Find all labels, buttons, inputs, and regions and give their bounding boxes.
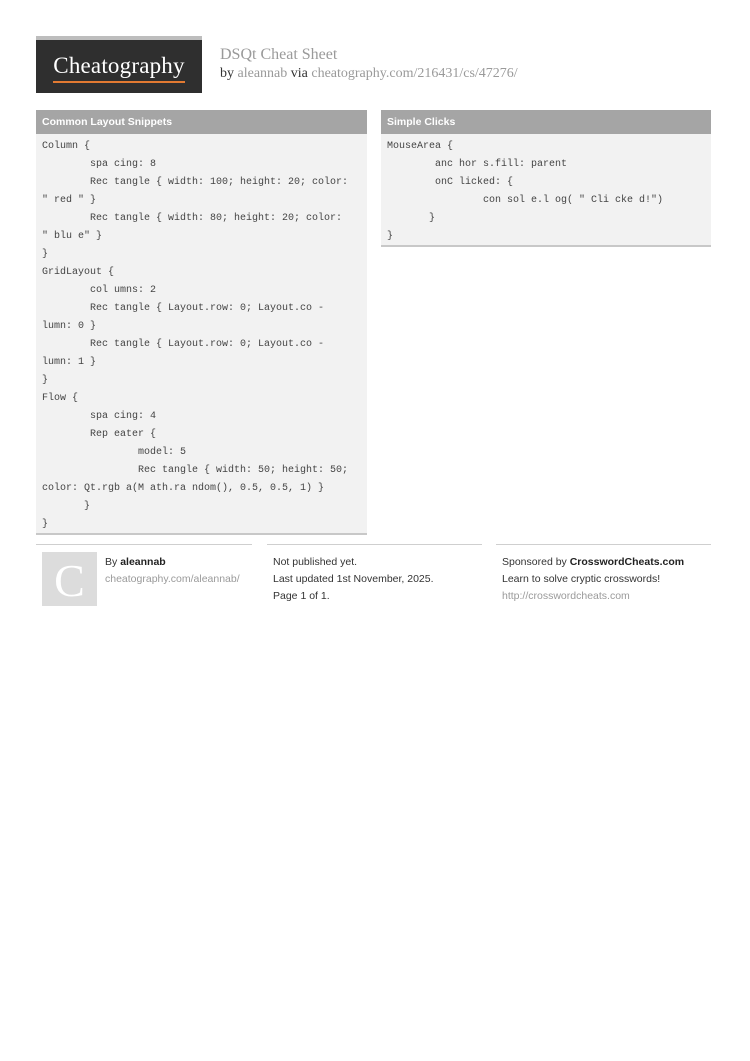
code-line: onC licked: {	[387, 177, 514, 188]
code-line: spa cing: 8	[42, 159, 157, 170]
code-line: }	[42, 249, 49, 260]
code-line: Rec tangle { Layout.row: 0; Layout.co -	[42, 339, 325, 350]
code-line: MouseArea {	[387, 141, 454, 152]
code-line: col umns: 2	[42, 285, 157, 296]
code-line: Column {	[42, 141, 91, 152]
code-line: " blu e" }	[42, 231, 103, 242]
section-title: Simple Clicks	[381, 110, 711, 134]
sponsor-label: Sponsored by	[502, 556, 567, 568]
sponsor-url[interactable]: http://crosswordcheats.com	[502, 590, 630, 602]
sheet-url-link[interactable]: cheatography.com/216431/cs/47276/	[311, 66, 518, 81]
footer-by-label: By	[105, 556, 118, 568]
code-line: Rec tangle { width: 50; height: 50;	[42, 465, 349, 476]
avatar[interactable]	[42, 552, 97, 606]
via-label: via	[290, 66, 308, 81]
published-status: Not published yet.	[273, 556, 358, 568]
author-link[interactable]: aleannab	[237, 66, 288, 81]
avatar-letter: C	[54, 555, 85, 606]
code-line: }	[42, 501, 91, 512]
code-line: }	[387, 213, 436, 224]
code-line: }	[42, 375, 49, 386]
code-line: Rec tangle { Layout.row: 0; Layout.co -	[42, 303, 325, 314]
by-label: by	[220, 66, 234, 81]
code-line: GridLayout {	[42, 267, 115, 278]
code-line: }	[387, 231, 394, 242]
footer-author-link[interactable]: aleannab	[120, 556, 166, 568]
code-line: Flow {	[42, 393, 79, 404]
code-line: }	[42, 519, 49, 530]
code-line: color: Qt.rgb a(M ath.ra ndom(), 0.5, 0.5, 1) }	[42, 483, 325, 494]
section-simple-clicks	[381, 110, 711, 247]
code-line: con sol e.l og( " Cli cke d!")	[387, 195, 664, 206]
code-line: lumn: 0 }	[42, 321, 97, 332]
code-line: Rep eater {	[42, 429, 157, 440]
footer-author-url[interactable]: cheatography.com/aleannab/	[105, 573, 240, 585]
section-title: Common Layout Snippets	[36, 110, 367, 134]
byline	[220, 66, 518, 82]
sponsor-tagline: Learn to solve cryptic crosswords!	[502, 573, 661, 585]
logo-text: Cheatography	[53, 53, 185, 78]
code-line: anc hor s.fill: parent	[387, 159, 568, 170]
last-updated: Last updated 1st November, 2025.	[273, 573, 434, 585]
code-line: Rec tangle { width: 80; height: 20; color:	[42, 213, 343, 224]
cheatography-logo[interactable]	[36, 36, 202, 93]
footer-author	[105, 556, 166, 568]
logo-underline	[53, 81, 185, 83]
sponsor-link[interactable]: CrosswordCheats.com	[569, 556, 685, 568]
code-line: lumn: 1 }	[42, 357, 97, 368]
code-line: " red " }	[42, 195, 97, 206]
sponsor-line	[502, 556, 684, 568]
code-line: model: 5	[42, 447, 187, 458]
page-number: Page 1 of 1.	[273, 590, 330, 602]
code-line: Rec tangle { width: 100; height: 20; color:	[42, 177, 349, 188]
section-common-layout-snippets	[36, 110, 367, 535]
code-block	[381, 134, 711, 252]
code-block	[36, 134, 367, 540]
code-line: spa cing: 4	[42, 411, 157, 422]
page-title: DSQt Cheat Sheet	[220, 46, 338, 63]
